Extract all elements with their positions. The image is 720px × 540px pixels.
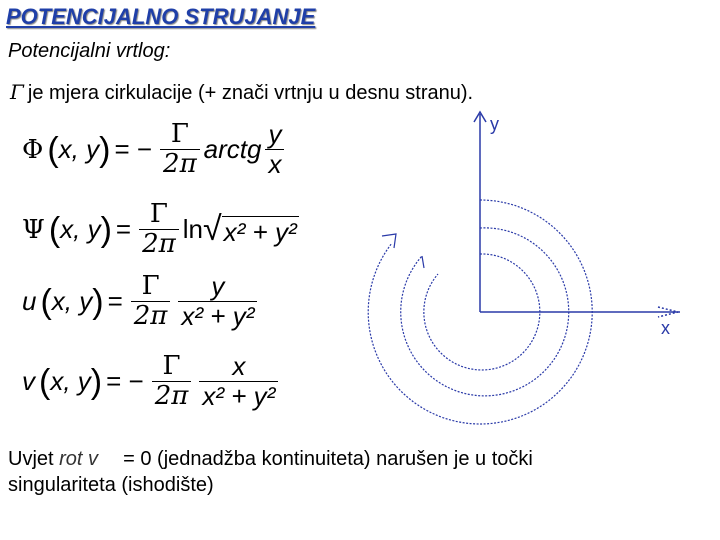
u-args: x, y	[51, 286, 93, 317]
v-sign: = −	[106, 366, 144, 397]
x-axis-label: x	[661, 318, 670, 338]
bottom-line1: = 0 (jednadžba kontinuiteta) narušen je u točki	[123, 448, 533, 470]
gamma-description	[10, 80, 473, 105]
u-fraction: $\frac{\Gamma}{2\pi}$	[131, 272, 171, 331]
streamline-outer-arrow	[382, 234, 396, 248]
gamma-symbol: Γ	[10, 80, 24, 104]
phi-sign: = −	[114, 134, 153, 165]
psi-symbol: Ψ	[22, 214, 45, 245]
v-fraction2: $\frac{x}{\text{x² + y²}}$	[199, 352, 278, 411]
gamma-text: je mjera cirkulacije (+ znači vrtnju u desnu stranu).	[27, 82, 474, 104]
phi-symbol: Φ	[22, 134, 44, 165]
page-title: POTENCIJALNO STRUJANJE	[6, 4, 316, 29]
rot-v-expression: rot v	[59, 448, 99, 470]
phi-fraction2: $\frac{y}{x}$	[265, 120, 284, 179]
u-fraction2: $\frac{y}{\text{x² + y²}}$	[178, 272, 257, 331]
v-symbol: v	[22, 366, 35, 397]
psi-sign: =	[115, 214, 132, 245]
section-subtitle: Potencijalni vrtlog:	[8, 40, 171, 62]
psi-args: x, y	[60, 214, 101, 245]
u-sign: =	[107, 286, 123, 317]
psi-func: ln	[182, 214, 203, 245]
psi-sqrt: √ x² + y²	[203, 209, 297, 248]
vortex-diagram	[350, 108, 690, 432]
phi-func: arctg	[203, 134, 262, 165]
v-fraction: $\frac{\Gamma}{2\pi}$	[152, 352, 192, 411]
streamline-middle-tick	[422, 256, 424, 268]
bottom-word-before: Uvjet	[8, 448, 54, 470]
v-args: x, y	[50, 366, 91, 397]
bottom-line2: singulariteta (ishodište)	[8, 474, 214, 496]
psi-fraction: $\frac{\Gamma}{2\pi}$	[139, 200, 179, 259]
formula-phi: Φ ( x, y ) = − $\frac{\Gamma}{2\pi}$ arctg $\frac{y}{x}$	[22, 120, 288, 179]
formula-u: u ( x, y ) = $\frac{\Gamma}{2\pi}$ $\frac{y}{\text{x² + y²}}$	[22, 272, 261, 331]
psi-radicand: x² + y²	[223, 216, 297, 247]
phi-args: x, y	[58, 134, 100, 165]
bottom-text	[8, 446, 533, 498]
formula-psi: Ψ ( x, y ) = $\frac{\Gamma}{2\pi}$ ln √ x² + y²	[22, 199, 297, 259]
u-symbol: u	[22, 286, 37, 317]
formula-v: v ( x, y ) = − $\frac{\Gamma}{2\pi}$ $\frac{x}{\text{x² + y²}}$	[22, 352, 282, 411]
phi-fraction: $\frac{\Gamma}{2\pi}$	[160, 120, 200, 179]
y-axis-label: y	[490, 114, 499, 134]
